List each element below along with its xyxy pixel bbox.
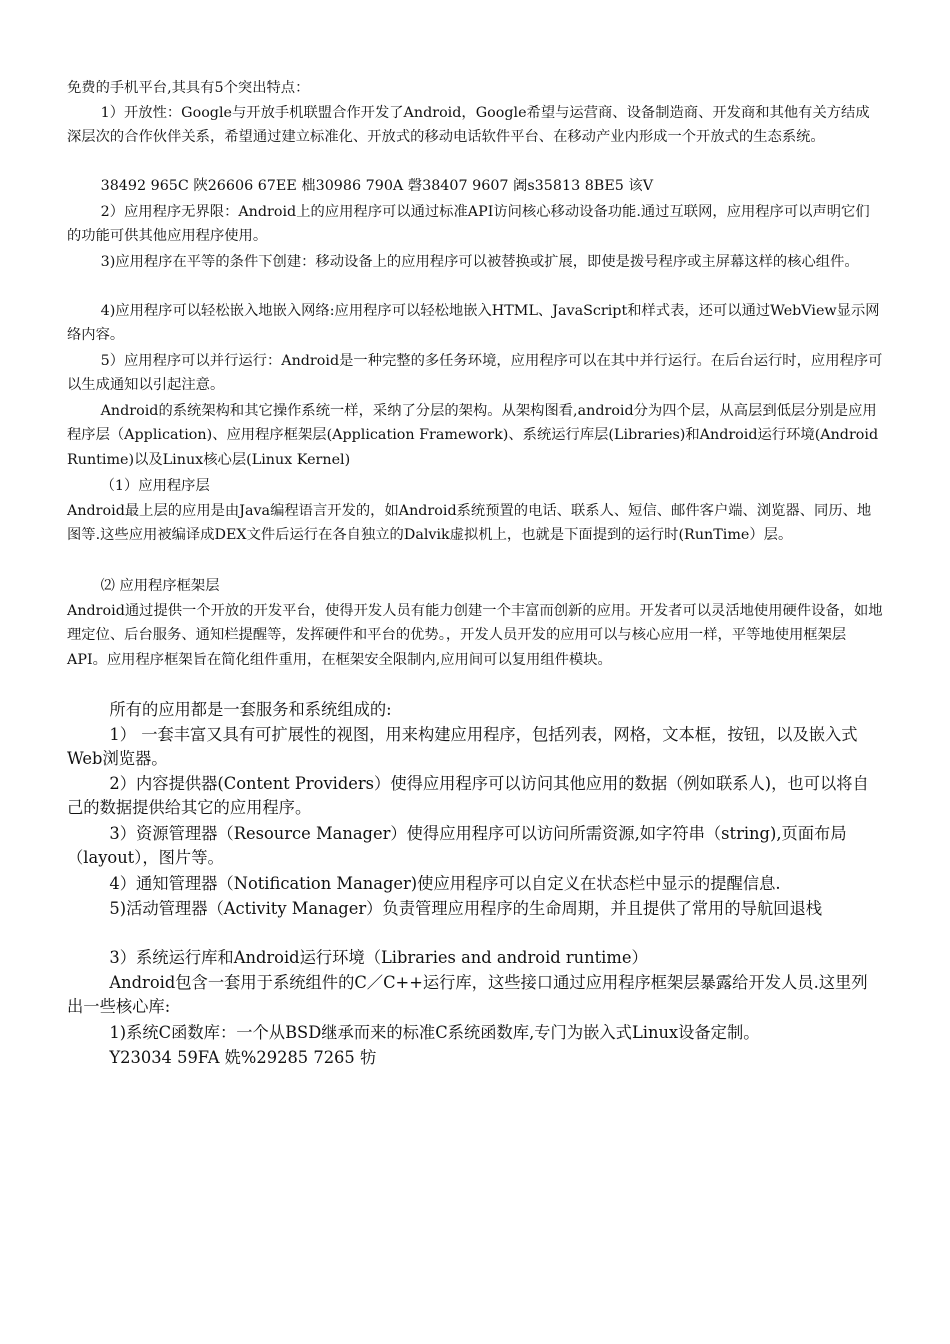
architecture-overview: Android的系统架构和其它操作系统一样，采纳了分层的架构。从架构图看,android分为四个层，从高层到低层分别是应用程序层（Application)、应用程序框架层(Application Framework)、系统运行库层(Libraries)和Android运行环境(Android Runtime)以及Linux核心层(Linux Kernel): [67, 403, 879, 468]
service-activity-manager: 5)活动管理器（Activity Manager）负责管理应用程序的生命周期，并且提供了常用的导航回退栈: [109, 899, 823, 918]
libraries-intro: Android包含一套用于系统组件的C／C++运行库，这些接口通过应用程序框架层暴露给开发人员.这里列出一些核心库:: [67, 973, 868, 1017]
section-application-layer: （1）应用程序层: [100, 478, 210, 494]
service-resource-manager: 3）资源管理器（Resource Manager）使得应用程序可以访问所需资源,如字符串（string),页面布局（layout），图片等。: [67, 824, 847, 868]
section-libraries-runtime: 3）系统运行库和Android运行环境（Libraries and android runtime）: [109, 948, 648, 967]
feature-no-boundaries: 2）应用程序无界限：Android上的应用程序可以通过标准API访问核心移动设备功能.通过互联网，应用程序可以声明它们的功能可供其他应用程序使用。: [67, 204, 870, 245]
library-libc: 1)系统C函数库：一个从BSD继承而来的标准C系统函数库,专门为嵌入式Linux设备定制。: [109, 1023, 760, 1042]
application-layer-text: Android最上层的应用是由Java编程语言开发的，如Android系统预置的电话、联系人、短信、邮件客户端、浏览器、同历、地图等.这些应用被编译成DEX文件后运行在各自独立的Dalvik虚拟机上，也就是下面提到的运行时(RunTime）层。: [67, 503, 872, 544]
feature-embed-web: 4)应用程序可以轻松嵌入地嵌入网络:应用程序可以轻松地嵌入HTML、JavaScript和样式表，还可以通过WebView显示网络内容。: [67, 303, 880, 344]
garbled-code-line-2: Y23034 59FA 姺%29285 7265 牥: [109, 1048, 377, 1067]
service-views: 1） 一套丰富又具有可扩展性的视图，用来构建应用程序，包括列表，网格，文本框，按钮，以及嵌入式Web浏览器。: [67, 725, 858, 769]
intro-line: 免费的手机平台,其具有5个突出特点：: [67, 80, 310, 96]
framework-layer-text: Android通过提供一个开放的开发平台，使得开发人员有能力创建一个丰富而创新的应用。开发者可以灵活地使用硬件设备，如地理定位、后台服务、通知栏提醒等，发挥硬件和平台的优势。，开发人员开发的应用可以与核心应用一样，平等地使用框架层API。应用程序框架旨在简化组件重用，在框架安全限制内,应用间可以复用组件模块。: [67, 603, 883, 668]
section-framework-layer: ⑵ 应用程序框架层: [100, 578, 220, 594]
feature-equal-creation: 3)应用程序在平等的条件下创建：移动设备上的应用程序可以被替换或扩展，即使是拨号程序或主屏幕这样的核心组件。: [100, 254, 859, 270]
garbled-code-line: 38492 965C 陜26606 67EE 柮30986 790A 磬38407 9607 阇s35813 8BE5 该V: [100, 178, 654, 194]
service-notification-manager: 4）通知管理器（Notification Manager)使应用程序可以自定义在状态栏中显示的提醒信息.: [109, 874, 781, 893]
service-content-providers: 2）内容提供器(Content Providers）使得应用程序可以访问其他应用的数据（例如联系人)，也可以将自己的数据提供给其它的应用程序。: [67, 774, 869, 818]
feature-openness: 1）开放性：Google与开放手机联盟合作开发了Android，Google希望与运营商、设备制造商、开发商和其他有关方结成深层次的合作伙伴关系，希望通过建立标准化、开放式的移动电话软件平台、在移动产业内形成一个开放式的生态系统。: [67, 105, 870, 146]
services-intro: 所有的应用都是一套服务和系统组成的:: [109, 700, 392, 719]
feature-parallel-run: 5）应用程序可以并行运行：Android是一种完整的多任务环境，应用程序可以在其中并行运行。在后台运行时，应用程序可以生成通知以引起注意。: [67, 353, 883, 394]
